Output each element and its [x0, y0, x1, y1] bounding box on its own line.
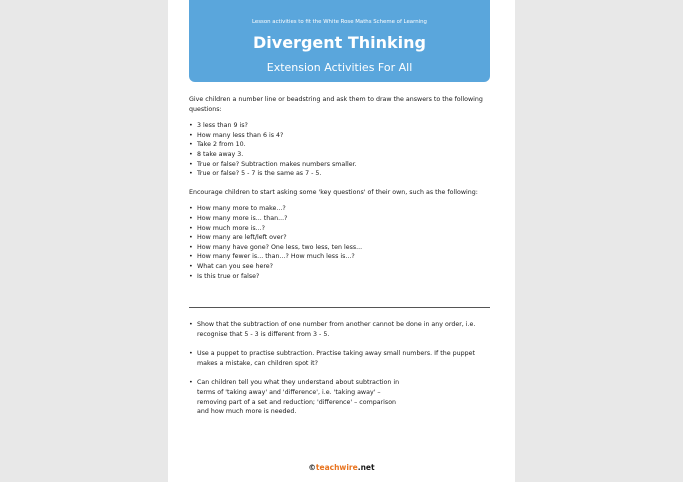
list-item: • Take 2 from 10. [189, 140, 490, 150]
extension-activities [189, 320, 490, 417]
section2-list [189, 204, 490, 281]
section3-list [189, 320, 490, 417]
brand-name: teachwire [315, 463, 358, 472]
list-item: • How many more is... than...? [189, 214, 490, 224]
list-item: • Use a puppet to practise subtraction. Practise taking away small numbers. If the puppet makes a mistake, can children spot it? [189, 349, 490, 368]
list-item: • How many less than 6 is 4? [189, 131, 490, 141]
banner-kicker: Lesson activities to fit the White Rose Maths Scheme of Learning [252, 19, 427, 25]
section-divider [189, 307, 490, 308]
list-item: • True or false? 5 - 7 is the same as 7 - 5. [189, 169, 490, 179]
list-item: • Show that the subtraction of one number from another cannot be done in any order, i.e. recognise that 5 - 3 is different from 3 - 5. [189, 320, 490, 339]
list-item: • How many are left/left over? [189, 233, 490, 243]
section1-list [189, 121, 490, 179]
list-item: • How many more to make...? [189, 204, 490, 214]
list-item: • True or false? Subtraction makes numbers smaller. [189, 160, 490, 170]
section2-intro: Encourage children to start asking some 'key questions' of their own, such as the following: [189, 188, 478, 196]
list-item: • 3 less than 9 is? [189, 121, 490, 131]
brand-tld: .net [357, 463, 375, 472]
header-banner [189, 0, 490, 82]
footer-logo [168, 463, 515, 472]
worksheet-page [168, 0, 515, 482]
list-item: • 8 take away 3. [189, 150, 490, 160]
list-item: • How many fewer is... than...? How much less is...? [189, 252, 490, 262]
copyright-symbol: © [308, 463, 316, 472]
list-item: • How many have gone? One less, two less, ten less... [189, 243, 490, 253]
page-subtitle: Extension Activities For All [266, 61, 413, 74]
list-item: • Can children tell you what they understand about subtraction in terms of 'taking away' and 'difference', i.e. 'taking away' – removing part of a set and reduction; 'difference' – comparison and how much more is needed. [189, 378, 407, 416]
list-item: • Is this true or false? [189, 272, 490, 282]
page-title: Divergent Thinking [253, 33, 426, 52]
section1-intro: Give children a number line or beadstring and ask them to draw the answers to the following questions: [189, 96, 483, 113]
list-item: • How much more is...? [189, 224, 490, 234]
list-item: • What can you see here? [189, 262, 490, 272]
content-body [189, 95, 490, 281]
